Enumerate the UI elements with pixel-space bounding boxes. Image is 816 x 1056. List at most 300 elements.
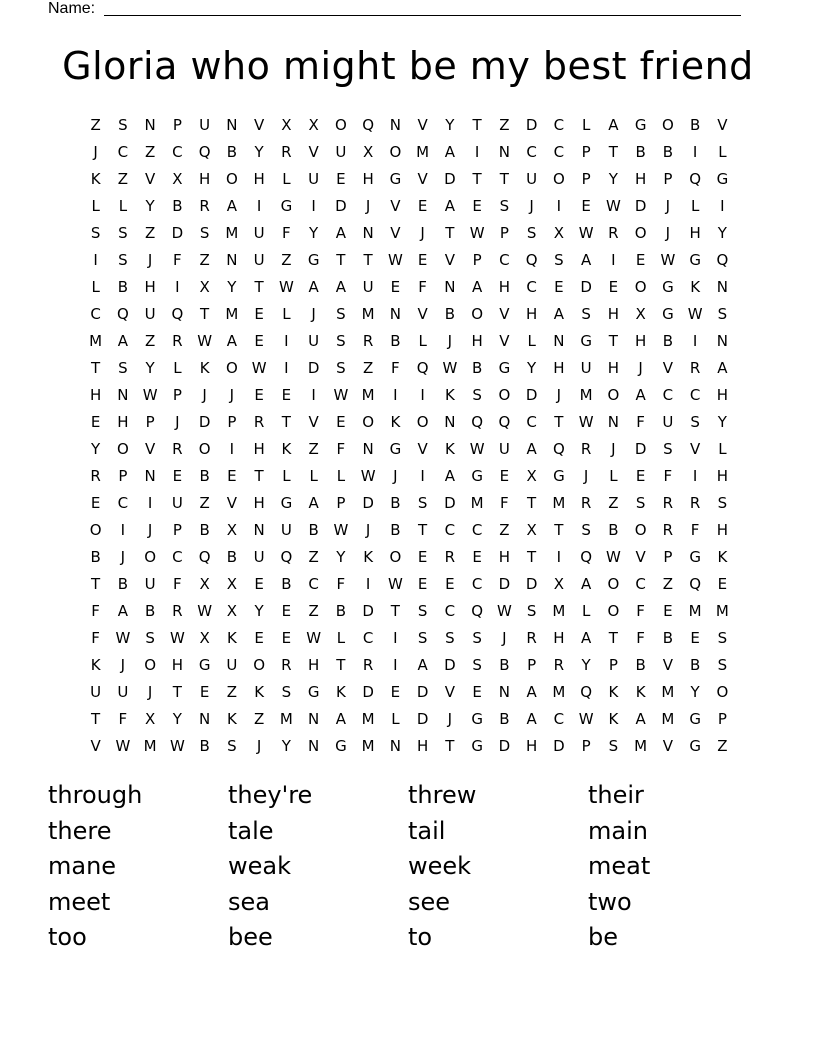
grid-letter: D xyxy=(634,197,647,215)
grid-letter: Z xyxy=(144,143,156,161)
grid-letter: D xyxy=(444,170,456,188)
grid-letter: C xyxy=(689,386,701,404)
grid-letter: W xyxy=(387,575,403,593)
grid-letter: T xyxy=(527,548,537,566)
grid-letter: M xyxy=(361,737,375,755)
grid-letter: O xyxy=(634,278,647,296)
grid-letter: W xyxy=(360,467,376,485)
grid-letter: G xyxy=(335,737,347,755)
grid-letter: P xyxy=(472,251,482,269)
grid-letter: T xyxy=(608,332,618,350)
grid-letter: U xyxy=(144,305,156,323)
grid-letter: T xyxy=(336,251,346,269)
grid-letter: Y xyxy=(254,602,264,620)
grid-letter: I xyxy=(474,143,480,161)
grid-letter: T xyxy=(554,521,564,539)
grid-letter: J xyxy=(502,629,507,647)
grid-letter: A xyxy=(444,467,455,485)
grid-letter: C xyxy=(444,521,456,539)
grid-letter: Y xyxy=(172,710,182,728)
grid-letter: I xyxy=(311,386,316,404)
grid-letter: K xyxy=(226,710,237,728)
grid-letter: X xyxy=(199,278,210,296)
word-list-item: bee xyxy=(228,923,273,951)
grid-row xyxy=(82,139,736,166)
grid-row xyxy=(82,571,736,598)
grid-letter: U xyxy=(308,170,320,188)
grid-row xyxy=(82,733,736,760)
grid-letter: A xyxy=(580,575,592,593)
grid-letter: X xyxy=(308,116,319,134)
grid-letter: Z xyxy=(717,737,728,755)
grid-letter: H xyxy=(253,170,265,188)
grid-letter: M xyxy=(470,494,484,512)
grid-letter: K xyxy=(690,278,701,296)
grid-letter: V xyxy=(226,494,237,512)
grid-letter: H xyxy=(253,440,265,458)
grid-letter: E xyxy=(417,251,428,269)
grid-letter: V xyxy=(444,683,455,701)
grid-row xyxy=(82,679,736,706)
grid-letter: K xyxy=(90,170,101,188)
grid-letter: G xyxy=(198,656,211,674)
word-list-item: weak xyxy=(228,852,291,880)
grid-letter: A xyxy=(335,224,346,242)
grid-letter: N xyxy=(444,278,456,296)
grid-letter: B xyxy=(662,143,674,161)
grid-letter: Y xyxy=(717,224,727,242)
grid-letter: S xyxy=(608,737,619,755)
grid-letter: L xyxy=(336,467,346,485)
grid-letter: M xyxy=(361,305,375,323)
grid-letter: Q xyxy=(171,305,184,323)
grid-letter: L xyxy=(91,278,100,296)
grid-letter: W xyxy=(115,629,131,647)
grid-letter: J xyxy=(611,440,616,458)
word-list-item: there xyxy=(48,816,112,845)
grid-letter: Y xyxy=(91,440,101,458)
grid-letter: G xyxy=(471,467,483,485)
word-list-item: main xyxy=(588,816,648,845)
grid-letter: V xyxy=(417,440,428,458)
grid-letter: X xyxy=(226,602,238,620)
grid-letter: K xyxy=(444,386,455,404)
grid-letter: B xyxy=(199,737,210,755)
grid-letter: W xyxy=(169,629,185,647)
grid-letter: U xyxy=(226,656,238,674)
grid-letter: A xyxy=(117,332,128,350)
grid-letter: S xyxy=(445,629,455,647)
grid-letter: N xyxy=(117,386,129,404)
grid-letter: B xyxy=(117,278,129,296)
grid-letter: C xyxy=(553,116,565,134)
grid-letter: O xyxy=(389,143,402,161)
grid-letter: A xyxy=(308,494,319,512)
grid-letter: C xyxy=(471,521,483,539)
grid-letter: E xyxy=(254,332,264,350)
grid-letter: B xyxy=(689,656,701,674)
grid-letter: K xyxy=(254,683,265,701)
word-list-item: to xyxy=(408,923,433,951)
grid-row xyxy=(82,247,736,274)
grid-letter: J xyxy=(147,251,153,269)
grid-letter: V xyxy=(499,305,510,323)
grid-letter: S xyxy=(690,413,700,431)
word-list-item: tail xyxy=(408,816,446,845)
grid-letter: J xyxy=(665,224,671,242)
grid-letter: P xyxy=(527,656,537,674)
grid-letter: C xyxy=(553,710,565,728)
grid-letter: H xyxy=(117,413,129,431)
grid-letter: R xyxy=(553,656,565,674)
grid-letter: B xyxy=(335,602,347,620)
grid-letter: J xyxy=(529,197,534,215)
grid-letter: O xyxy=(89,521,102,539)
grid-letter: H xyxy=(553,359,565,377)
grid-letter: U xyxy=(498,440,510,458)
grid-letter: F xyxy=(690,521,700,539)
grid-letter: W xyxy=(197,332,213,350)
grid-letter: B xyxy=(635,656,646,674)
grid-letter: U xyxy=(280,521,292,539)
grid-letter: A xyxy=(226,332,237,350)
grid-letter: C xyxy=(444,602,456,620)
grid-letter: P xyxy=(172,521,182,539)
grid-letter: Q xyxy=(116,305,129,323)
grid-letter: N xyxy=(253,521,265,539)
grid-letter: S xyxy=(472,386,482,404)
grid-letter: Z xyxy=(662,575,674,593)
grid-row xyxy=(82,220,736,247)
grid-letter: A xyxy=(608,116,619,134)
grid-letter: P xyxy=(499,224,509,242)
grid-letter: E xyxy=(417,197,428,215)
grid-letter: Q xyxy=(471,602,484,620)
word-list-item: too xyxy=(48,923,87,951)
grid-letter: J xyxy=(665,197,671,215)
grid-letter: Q xyxy=(716,251,729,269)
grid-letter: R xyxy=(526,629,537,647)
grid-letter: E xyxy=(254,629,264,647)
grid-letter: N xyxy=(607,413,619,431)
grid-row xyxy=(82,625,736,652)
grid-letter: U xyxy=(308,332,320,350)
grid-letter: D xyxy=(362,683,374,701)
grid-letter: Z xyxy=(308,548,319,566)
grid-letter: B xyxy=(689,116,701,134)
grid-letter: J xyxy=(311,305,316,323)
grid-letter: T xyxy=(608,629,618,647)
grid-letter: Z xyxy=(362,359,374,377)
grid-letter: L xyxy=(690,197,700,215)
grid-letter: D xyxy=(553,737,565,755)
grid-letter: M xyxy=(552,602,566,620)
grid-letter: W xyxy=(605,548,621,566)
grid-letter: A xyxy=(526,440,537,458)
grid-letter: G xyxy=(389,440,402,458)
grid-letter: J xyxy=(175,413,180,431)
grid-letter: D xyxy=(498,575,511,593)
grid-letter: R xyxy=(90,467,101,485)
grid-letter: C xyxy=(308,575,319,593)
grid-letter: Q xyxy=(198,548,211,566)
grid-letter: S xyxy=(499,197,510,215)
grid-letter: G xyxy=(471,710,483,728)
grid-letter: R xyxy=(580,440,592,458)
grid-letter: C xyxy=(172,548,183,566)
grid-letter: E xyxy=(254,305,264,323)
grid-letter: S xyxy=(581,521,591,539)
grid-letter: B xyxy=(499,710,510,728)
grid-letter: M xyxy=(143,737,157,755)
grid-letter: F xyxy=(336,575,346,593)
grid-letter: I xyxy=(556,548,562,566)
grid-letter: I xyxy=(365,575,371,593)
grid-letter: L xyxy=(718,440,727,458)
grid-letter: A xyxy=(553,305,564,323)
grid-letter: A xyxy=(335,710,346,728)
grid-letter: Y xyxy=(227,278,237,296)
puzzle-title: Gloria who might be my best friend xyxy=(62,44,754,88)
grid-letter: V xyxy=(635,548,646,566)
grid-letter: B xyxy=(281,575,292,593)
word-list-item: see xyxy=(408,887,451,916)
grid-letter: D xyxy=(444,494,456,512)
grid-letter: Z xyxy=(144,224,156,242)
grid-letter: A xyxy=(717,359,728,377)
grid-letter: O xyxy=(362,413,375,431)
grid-letter: P xyxy=(608,656,618,674)
grid-letter: A xyxy=(635,710,646,728)
grid-letter: E xyxy=(608,278,619,296)
grid-letter: M xyxy=(715,602,729,620)
grid-letter: I xyxy=(420,386,425,404)
grid-letter: U xyxy=(90,683,102,701)
grid-row xyxy=(82,544,736,571)
grid-letter: M xyxy=(552,683,566,701)
grid-letter: W xyxy=(687,305,703,323)
grid-letter: P xyxy=(581,143,591,161)
grid-letter: M xyxy=(634,737,648,755)
grid-letter: H xyxy=(171,656,184,674)
grid-row xyxy=(82,274,736,301)
grid-letter: M xyxy=(361,386,375,404)
grid-letter: W xyxy=(115,737,131,755)
grid-letter: Z xyxy=(199,494,210,512)
grid-letter: T xyxy=(418,521,428,539)
grid-letter: G xyxy=(662,305,674,323)
grid-letter: T xyxy=(472,170,482,188)
word-list-item: week xyxy=(408,852,472,880)
grid-letter: D xyxy=(444,656,456,674)
grid-letter: T xyxy=(200,305,210,323)
grid-letter: A xyxy=(417,656,428,674)
grid-letter: H xyxy=(607,305,620,323)
grid-letter: K xyxy=(199,359,210,377)
grid-letter: O xyxy=(416,413,429,431)
grid-letter: I xyxy=(692,143,698,161)
grid-letter: K xyxy=(444,440,455,458)
grid-letter: P xyxy=(336,494,346,512)
grid-letter: T xyxy=(254,467,264,485)
grid-letter: G xyxy=(389,170,402,188)
grid-letter: L xyxy=(118,197,128,215)
grid-letter: R xyxy=(172,440,183,458)
grid-letter: O xyxy=(661,116,674,134)
grid-letter: T xyxy=(527,494,537,512)
grid-letter: S xyxy=(199,224,210,242)
grid-letter: J xyxy=(120,548,126,566)
grid-letter: T xyxy=(91,359,101,377)
grid-row xyxy=(82,409,736,436)
grid-letter: F xyxy=(173,251,182,269)
grid-letter: M xyxy=(416,143,430,161)
grid-letter: S xyxy=(526,602,537,620)
grid-letter: F xyxy=(663,467,673,485)
grid-letter: Y xyxy=(527,359,537,377)
grid-letter: N xyxy=(226,116,238,134)
name-underline xyxy=(104,15,741,16)
grid-letter: G xyxy=(689,251,701,269)
grid-letter: F xyxy=(118,710,128,728)
grid-letter: T xyxy=(499,170,509,188)
grid-letter: I xyxy=(175,278,180,296)
grid-letter: K xyxy=(608,683,619,701)
grid-letter: J xyxy=(147,683,153,701)
grid-letter: E xyxy=(472,683,482,701)
grid-letter: E xyxy=(581,197,591,215)
grid-letter: O xyxy=(198,440,211,458)
grid-letter: T xyxy=(472,116,482,134)
grid-letter: O xyxy=(144,548,157,566)
grid-letter: W xyxy=(578,710,594,728)
grid-letter: T xyxy=(445,224,455,242)
grid-letter: V xyxy=(144,170,156,188)
grid-letter: B xyxy=(471,359,483,377)
grid-row xyxy=(82,328,736,355)
grid-letter: J xyxy=(256,737,262,755)
grid-letter: R xyxy=(362,656,374,674)
grid-letter: X xyxy=(526,521,537,539)
grid-letter: U xyxy=(171,494,183,512)
grid-letter: P xyxy=(581,737,591,755)
grid-letter: V xyxy=(662,737,673,755)
grid-letter: R xyxy=(689,359,701,377)
grid-letter: F xyxy=(91,602,100,620)
grid-letter: N xyxy=(498,143,510,161)
grid-letter: Z xyxy=(226,683,238,701)
grid-letter: V xyxy=(417,305,428,323)
grid-letter: I xyxy=(311,197,316,215)
grid-letter: C xyxy=(662,386,674,404)
grid-letter: J xyxy=(93,143,98,161)
grid-letter: C xyxy=(526,143,537,161)
grid-letter: N xyxy=(716,332,728,350)
grid-letter: B xyxy=(172,197,183,215)
grid-letter: X xyxy=(172,170,183,188)
grid-letter: B xyxy=(662,629,674,647)
grid-letter: O xyxy=(498,386,511,404)
grid-letter: B xyxy=(390,521,401,539)
grid-letter: N xyxy=(498,683,510,701)
grid-letter: U xyxy=(253,548,265,566)
grid-letter: E xyxy=(390,278,401,296)
grid-letter: V xyxy=(390,197,401,215)
grid-letter: U xyxy=(253,224,265,242)
grid-letter: R xyxy=(689,494,701,512)
grid-letter: O xyxy=(389,548,402,566)
grid-letter: S xyxy=(281,683,292,701)
grid-letter: W xyxy=(578,224,594,242)
grid-letter: E xyxy=(90,413,101,431)
grid-letter: O xyxy=(144,656,157,674)
grid-letter: R xyxy=(172,602,183,620)
grid-letter: H xyxy=(198,170,211,188)
grid-letter: G xyxy=(634,116,647,134)
grid-letter: M xyxy=(225,305,239,323)
grid-letter: A xyxy=(471,278,483,296)
grid-letter: F xyxy=(336,440,346,458)
grid-letter: F xyxy=(636,629,645,647)
grid-letter: W xyxy=(387,251,403,269)
grid-letter: I xyxy=(692,467,698,485)
grid-letter: E xyxy=(336,170,346,188)
grid-letter: H xyxy=(498,548,511,566)
grid-letter: S xyxy=(472,629,482,647)
grid-letter: B xyxy=(308,521,319,539)
grid-letter: U xyxy=(335,143,347,161)
grid-letter: G xyxy=(580,332,592,350)
grid-letter: G xyxy=(280,197,293,215)
grid-letter: K xyxy=(635,683,646,701)
grid-letter: G xyxy=(280,494,293,512)
grid-letter: W xyxy=(169,737,185,755)
grid-letter: E xyxy=(635,251,646,269)
grid-letter: J xyxy=(638,359,643,377)
grid-letter: H xyxy=(525,737,538,755)
grid-letter: S xyxy=(118,251,128,269)
grid-letter: M xyxy=(661,710,675,728)
grid-letter: T xyxy=(91,710,101,728)
grid-letter: D xyxy=(307,359,320,377)
grid-letter: L xyxy=(282,170,291,188)
grid-letter: B xyxy=(226,143,238,161)
grid-letter: J xyxy=(583,467,589,485)
grid-letter: D xyxy=(416,710,429,728)
grid-letter: D xyxy=(525,116,538,134)
grid-letter: J xyxy=(556,386,562,404)
grid-letter: J xyxy=(229,386,235,404)
grid-letter: R xyxy=(608,224,619,242)
grid-letter: X xyxy=(226,575,238,593)
grid-letter: F xyxy=(636,602,645,620)
grid-letter: U xyxy=(580,359,592,377)
grid-letter: Q xyxy=(580,683,593,701)
grid-letter: E xyxy=(172,467,183,485)
grid-letter: I xyxy=(720,197,725,215)
grid-letter: S xyxy=(118,224,128,242)
grid-letter: N xyxy=(389,305,401,323)
grid-letter: P xyxy=(118,467,128,485)
grid-letter: R xyxy=(362,332,374,350)
grid-letter: M xyxy=(552,494,566,512)
grid-letter: A xyxy=(580,629,592,647)
grid-letter: H xyxy=(689,224,701,242)
grid-letter: G xyxy=(689,737,701,755)
grid-letter: G xyxy=(689,710,701,728)
grid-letter: Q xyxy=(362,116,375,134)
grid-letter: O xyxy=(607,386,620,404)
